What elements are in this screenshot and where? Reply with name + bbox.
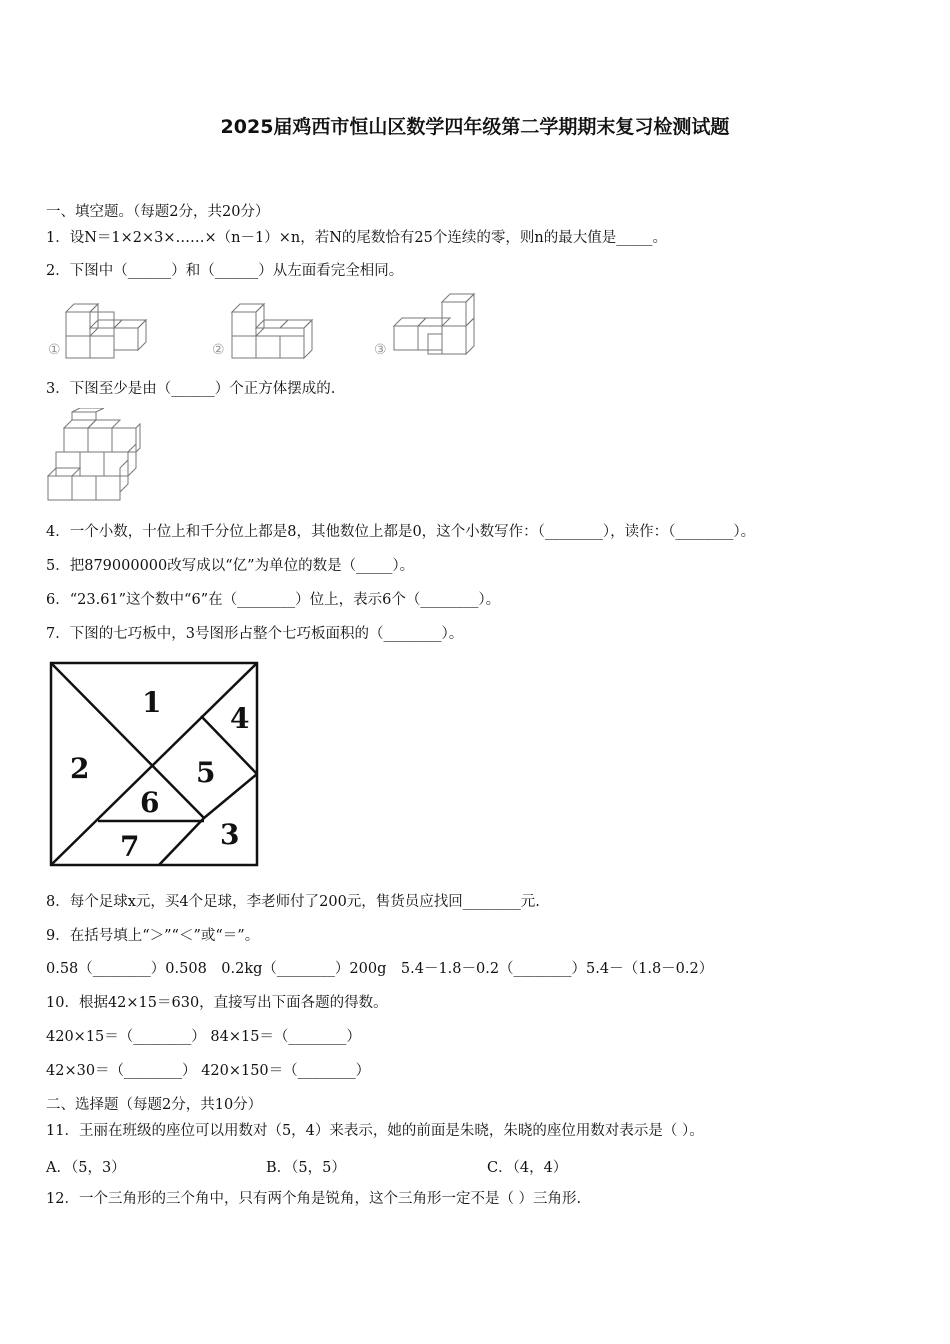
tangram-number-6: 6 — [140, 786, 160, 819]
question-9: 9．在括号填上“＞”“＜”或“＝”。 — [46, 928, 260, 944]
question-10-row-1: 420×15＝（________） 84×15＝（________） — [46, 1029, 361, 1045]
section-2-heading: 二、选择题（每题2分，共10分） — [46, 1097, 263, 1113]
cube-figure-2 — [232, 304, 312, 358]
cube-label-1: ① — [48, 342, 61, 358]
tangram-number-4: 4 — [230, 702, 250, 735]
question-1: 1．设N＝1×2×3×……×（n－1）×n，若N的尾数恰有25个连续的零，则n的最大值是_____。 — [46, 230, 667, 246]
tangram-number-3: 3 — [220, 818, 240, 851]
tangram-number-5: 5 — [196, 756, 216, 789]
section-1-heading: 一、填空题。（每题2分，共20分） — [46, 204, 270, 220]
cube-figure-1 — [66, 304, 146, 358]
question-11: 11．王丽在班级的座位可以用数对（5，4）来表示，她的前面是朱晓，朱晓的座位用数对表示是（ ）。 — [46, 1123, 704, 1139]
cube-views-figure — [44, 290, 484, 362]
page-title: 2025届鸡西市恒山区数学四年级第二学期期末复习检测试题 — [220, 116, 730, 138]
stacked-cubes-figure — [46, 408, 146, 504]
question-11-option-b: B．（5，5） — [266, 1160, 346, 1176]
tangram-number-7: 7 — [120, 830, 140, 863]
question-11-option-c: C．（4，4） — [487, 1160, 568, 1176]
question-4: 4．一个小数，十位上和千分位上都是8，其他数位上都是0，这个小数写作：（________），读作：（________）。 — [46, 524, 756, 540]
question-2: 2．下图中（______）和（______）从左面看完全相同。 — [46, 263, 404, 279]
question-10: 10．根据42×15＝630，直接写出下面各题的得数。 — [46, 995, 388, 1011]
question-7: 7．下图的七巧板中，3号图形占整个七巧板面积的（________）。 — [46, 626, 464, 642]
cube-label-3: ③ — [374, 342, 387, 358]
question-8: 8．每个足球x元，买4个足球，李老师付了200元，售货员应找回________元. — [46, 894, 540, 910]
question-11-option-a: A．（5，3） — [46, 1160, 126, 1176]
tangram-line — [51, 663, 204, 818]
tangram-number-2: 2 — [70, 752, 90, 785]
tangram-number-1: 1 — [142, 686, 162, 719]
question-3: 3．下图至少是由（______）个正方体摆成的. — [46, 381, 336, 397]
tangram-line — [159, 818, 204, 865]
question-12: 12．一个三角形的三个角中，只有两个角是锐角，这个三角形一定不是（ ）三角形. — [46, 1191, 582, 1207]
question-10-row-2: 42×30＝（________） 420×150＝（________） — [46, 1063, 371, 1079]
tangram-figure — [48, 660, 260, 868]
question-5: 5．把879000000改写成以“亿”为单位的数是（_____）。 — [46, 558, 415, 574]
question-9-comparisons: 0.58（________）0.508 0.2kg（________）200g 5.4－1.8－0.2（________）5.4－（1.8－0.2） — [46, 961, 714, 977]
question-6: 6．“23.61”这个数中“6”在（________）位上，表示6个（________）。 — [46, 592, 501, 608]
cube-label-2: ② — [212, 342, 225, 358]
cube-figure-3 — [394, 294, 474, 354]
